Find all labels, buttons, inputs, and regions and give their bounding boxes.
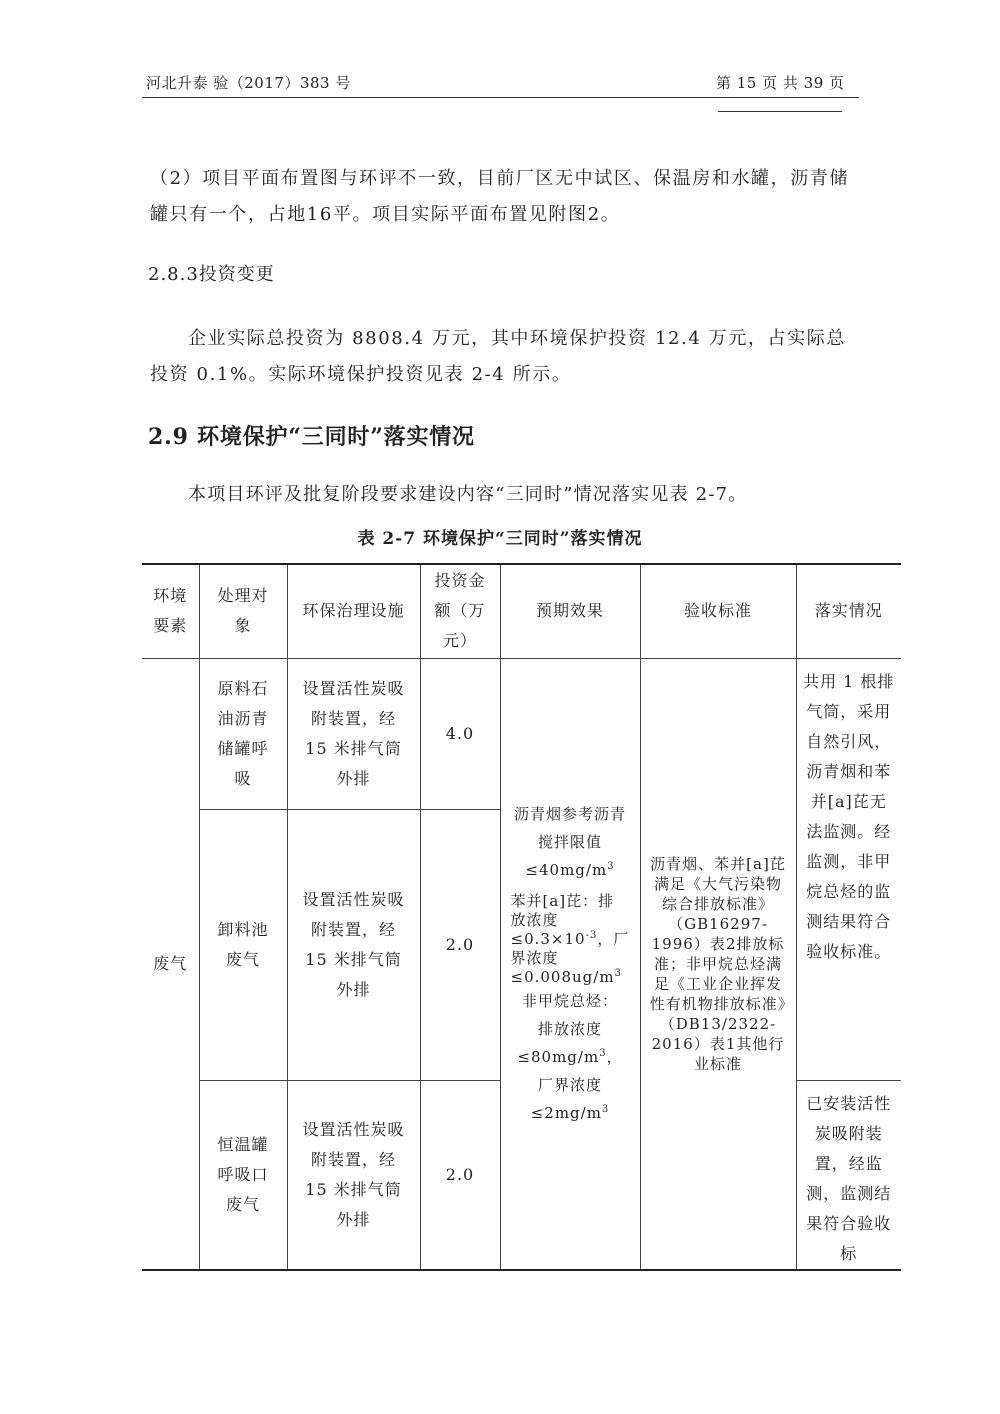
acceptance-standard-cell: 沥青烟、苯并[a]芘满足《大气污染物综合排放标准》（GB16297-1996）表2排放标准；非甲烷总烃满足《工业企业挥发性有机物排放标准》（DB13/2322-2016）表1其他行业标准 <box>640 658 796 1270</box>
effect-nmhc-label: 非甲烷总烃： <box>521 992 618 1010</box>
effect-asphalt-limit: $\le 40mg/m^3$ <box>525 861 615 879</box>
investment-cell: 2.0 <box>420 809 500 1080</box>
effect-benzopyrene: 苯并[a]芘：排放浓度$\le 0.3\times 10^{-3}$，厂界浓度$\le 0.008ug/m^3$ <box>510 892 630 986</box>
header-page-underline <box>718 111 842 112</box>
target-cell: 卸料池废气 <box>199 809 287 1080</box>
col-header-standard: 验收标准 <box>640 564 796 658</box>
implementation-cell: 已安装活性炭吸附装置，经监测，监测结果符合验收标 <box>796 1080 901 1270</box>
effect-asphalt-fume: 沥青烟参考沥青搅拌限值 <box>513 805 626 851</box>
table-caption: 表 2-7 环境保护“三同时”落实情况 <box>357 529 643 549</box>
effect-nmhc-limits: $\le 80mg/m^3$，厂界浓度$\le 2mg/m^3$ <box>517 1048 623 1122</box>
element-cell: 废气 <box>142 658 199 1270</box>
header-rule <box>142 97 859 98</box>
paragraph-table-intro: 本项目环评及批复阶段要求建设内容“三同时”情况落实见表 2-7。 <box>188 484 748 505</box>
doc-header-left: 河北升泰 验（2017）383 号 <box>146 74 351 92</box>
paragraph-layout-change: （2）项目平面布置图与环评不一致，目前厂区无中试区、保温房和水罐，沥青储罐只有一个，占地16平。项目实际平面布置见附图2。 <box>150 168 850 225</box>
col-header-facility: 环保治理设施 <box>287 564 420 658</box>
col-header-element: 环境要素 <box>142 564 199 658</box>
subsection-heading-investment: 2.8.3投资变更 <box>148 264 275 285</box>
target-cell: 原料石油沥青储罐呼吸 <box>199 658 287 809</box>
doc-header-right: 第 15 页 共 39 页 <box>716 74 845 92</box>
three-simultaneous-table <box>142 563 901 1271</box>
col-header-effect: 预期效果 <box>500 564 640 658</box>
investment-cell: 2.0 <box>420 1080 500 1270</box>
expected-effect-cell <box>500 658 640 1270</box>
col-header-implementation: 落实情况 <box>796 564 901 658</box>
table-row <box>142 658 901 809</box>
section-title: 2.9 环境保护“三同时”落实情况 <box>148 424 475 450</box>
effect-nmhc-emission: 排放浓度 <box>537 1020 602 1038</box>
facility-cell: 设置活性炭吸附装置，经 15 米排气筒外排 <box>287 809 420 1080</box>
investment-cell: 4.0 <box>420 658 500 809</box>
facility-cell: 设置活性炭吸附装置，经 15 米排气筒外排 <box>287 1080 420 1270</box>
table-header-row <box>142 564 901 658</box>
col-header-target: 处理对象 <box>199 564 287 658</box>
target-cell: 恒温罐呼吸口废气 <box>199 1080 287 1270</box>
col-header-investment: 投资金额（万元） <box>420 564 500 658</box>
implementation-cell: 共用 1 根排气筒，采用自然引风，沥青烟和苯并[a]芘无法监测。经监测，非甲烷总烃的监测结果符合验收标准。 <box>796 658 901 1080</box>
facility-cell: 设置活性炭吸附装置，经 15 米排气筒外排 <box>287 658 420 809</box>
paragraph-investment: 企业实际总投资为 8808.4 万元，其中环境保护投资 12.4 万元，占实际总投资 0.1%。实际环境保护投资见表 2-4 所示。 <box>150 328 846 385</box>
